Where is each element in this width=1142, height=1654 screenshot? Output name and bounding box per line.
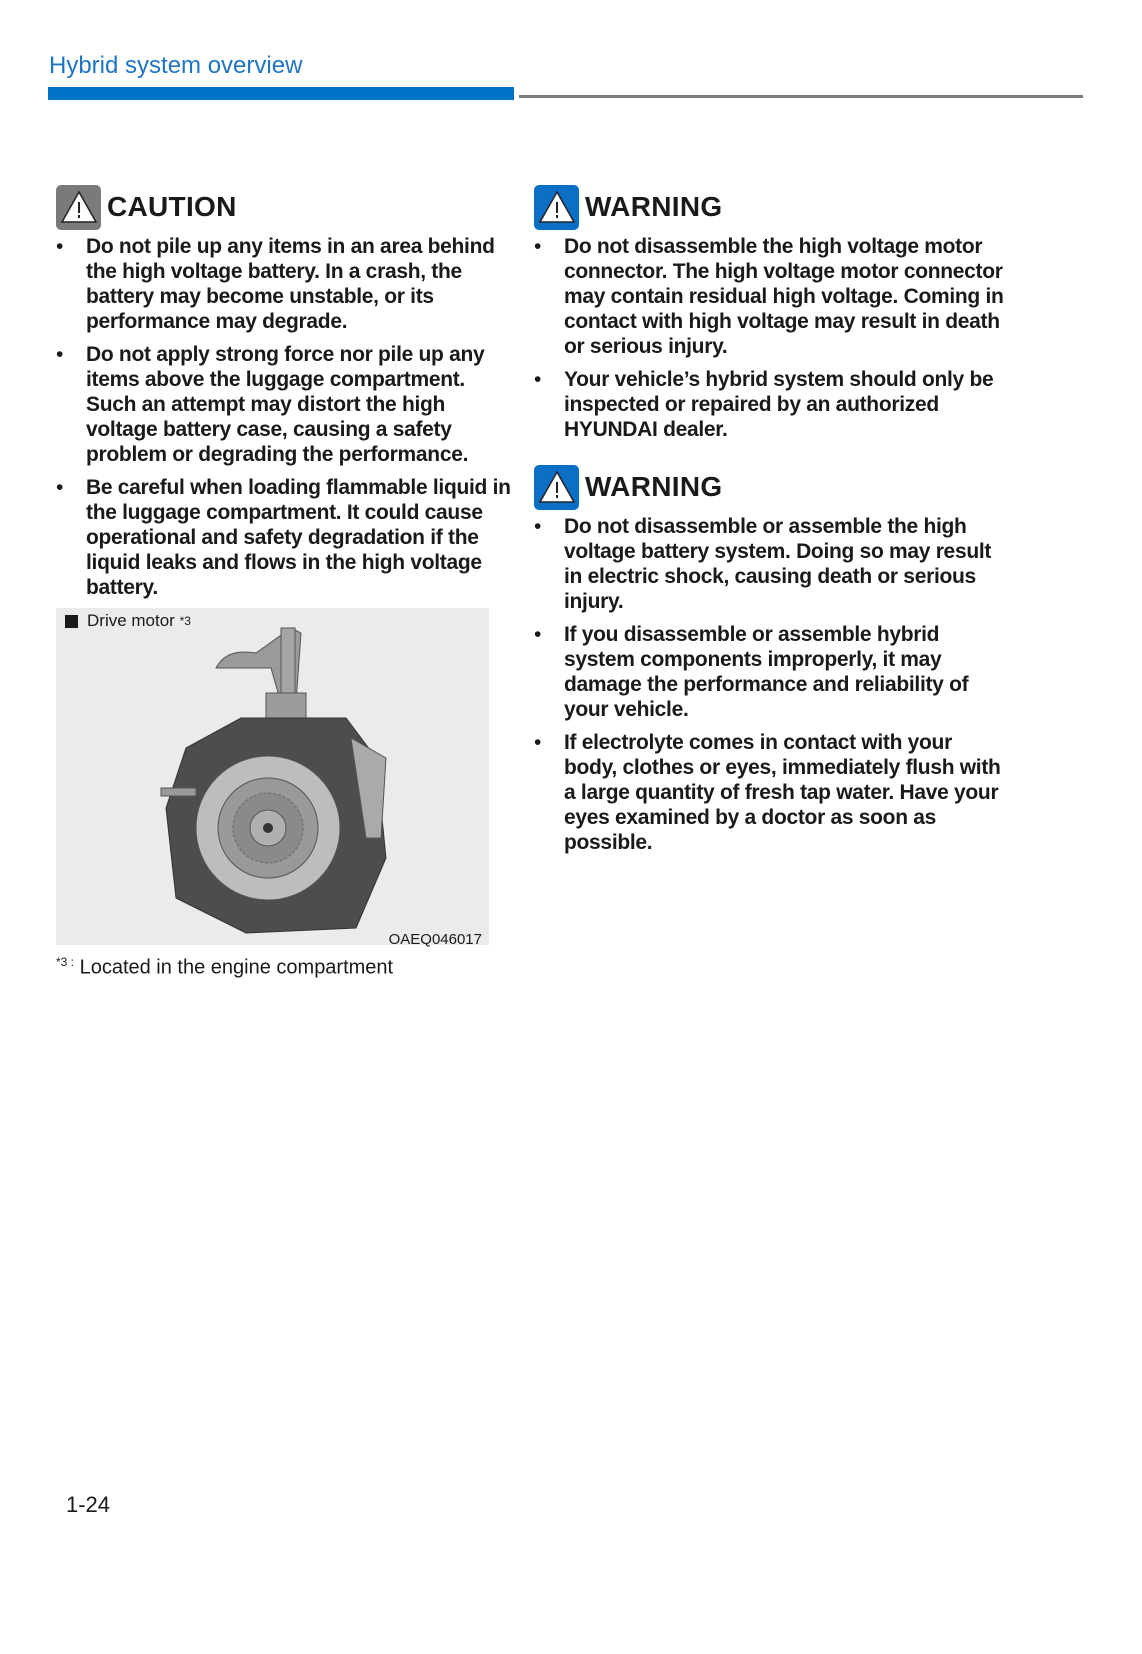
warning-item: • Your vehicle’s hybrid system should only be inspected or repaired by an authorized HYUNDAI dealer.: [534, 367, 1004, 442]
caution-title: CAUTION: [107, 191, 237, 222]
footnote: $^{*3 :}$ Located in the engine compartment: [56, 955, 394, 979]
warning-box-2: [534, 464, 1004, 855]
right-column: [534, 184, 1004, 863]
warning-title: WARNING: [585, 191, 723, 222]
warning-item: • If electrolyte comes in contact with your body, clothes or eyes, immediately flush with a large quantity of fresh tap water. Have your eyes examined by a doctor as soon as possible.: [534, 730, 1004, 855]
drive-motor-illustration: [56, 608, 489, 945]
warning-item: • Do not disassemble the high voltage motor connector. The high voltage motor connector may contain residual high voltage. Coming in contact with high voltage may result in death or serious injury.: [534, 234, 1004, 359]
header-accent-bar: [48, 87, 514, 100]
left-column: [56, 184, 516, 980]
page-number: 1-24: [66, 1492, 111, 1517]
caution-item: • Be careful when loading flammable liquid in the luggage compartment. It could cause operational and safety degradation if the liquid leaks and flows in the high voltage battery.: [56, 475, 516, 600]
warning-item: • If you disassemble or assemble hybrid system components improperly, it may damage the performance and reliability of your vehicle.: [534, 622, 1004, 722]
warning-triangle-icon: [534, 185, 579, 230]
figure-label: Drive motor *3: [65, 611, 191, 631]
caution-item: • Do not pile up any items in an area behind the high voltage battery. In a crash, the battery may become unstable, or its performance may degrade.: [56, 234, 516, 334]
warning-box-1: [534, 184, 1004, 442]
warning-item: • Do not disassemble or assemble the high voltage battery system. Doing so may result in electric shock, causing death or serious injury.: [534, 514, 1004, 614]
section-title: Hybrid system overview: [49, 52, 303, 79]
caution-item: • Do not apply strong force nor pile up any items above the luggage compartment. Such an attempt may distort the high voltage battery case, causing a safety problem or degrading the performance.: [56, 342, 516, 467]
figure-code: OAEQ046017: [388, 931, 482, 948]
caution-box: [56, 184, 516, 600]
square-bullet-icon: [65, 615, 78, 628]
header-rule: [519, 95, 1083, 98]
warning-triangle-icon: [56, 185, 101, 230]
warning-triangle-icon: [534, 465, 579, 510]
drive-motor-figure: [56, 608, 489, 948]
warning-title: WARNING: [585, 471, 723, 502]
